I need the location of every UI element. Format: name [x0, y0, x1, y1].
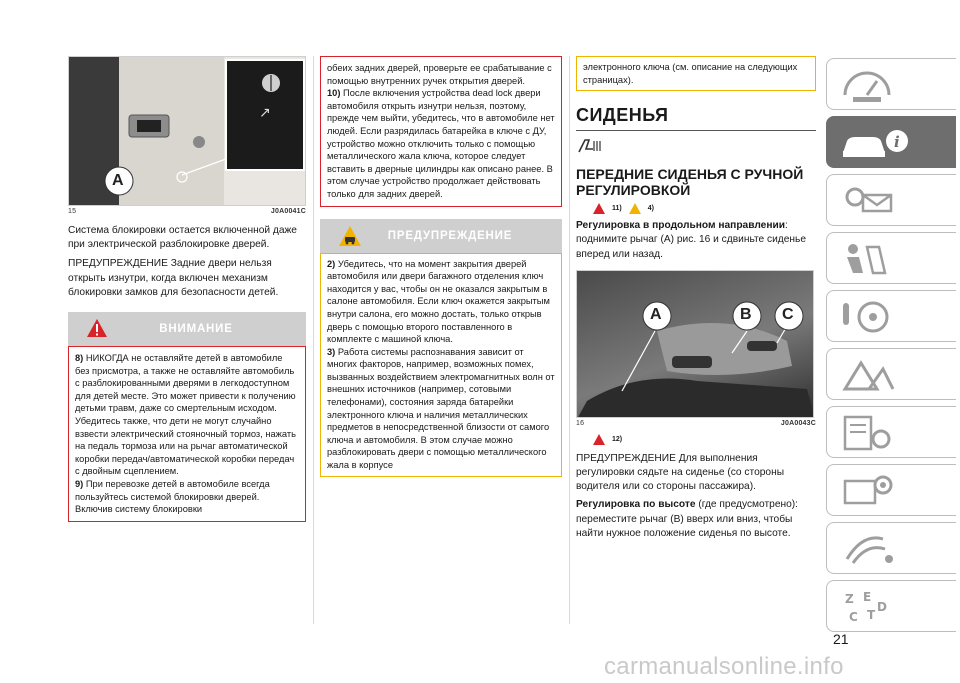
- caution-number-2: 2): [327, 258, 336, 269]
- specs-icon: [839, 471, 899, 511]
- warning-text-8: НИКОГДА не оставляйте детей в автомобиле без присмотра, а также не оставляйте автомобиль с разблокированными дверями в легкодоступном для детей месте. Это может привести к получению детьми травм, даже со смертельным исходом. Убедитесь также, что дети не могут случайно взвести электрический стояночный тормоз, нажать на педаль тормоза или на рычаг автоматической коробки передач/автоматической коробки передач с двойным сцеплением.: [75, 353, 296, 477]
- section-title: СИДЕНЬЯ: [576, 105, 669, 126]
- tab-index[interactable]: [826, 580, 956, 632]
- caution-number-3: 3): [327, 346, 336, 357]
- figure-number: 15: [68, 208, 77, 215]
- figure-15-caption: [68, 208, 306, 215]
- paragraph-child-lock-note: ПРЕДУПРЕЖДЕНИЕ Задние двери нельзя открыть изнутри, когда включен механизм блокировки замков для безопасности детей.: [68, 258, 279, 298]
- column-2: [320, 56, 562, 477]
- paragraph-height: [576, 498, 816, 541]
- svg-text:E: E: [863, 590, 872, 604]
- caution-header: [320, 219, 562, 253]
- paragraph-longitudinal: [576, 219, 816, 262]
- warning-title: ВНИМАНИЕ: [159, 323, 233, 336]
- figure-15-photo: [68, 56, 306, 206]
- warning-box-continued: [320, 56, 562, 207]
- paragraph-seat-warning: ПРЕДУПРЕЖДЕНИЕ Для выполнения регулировки сядьте на сиденье (со стороны водителя или со стороны пассажира).: [576, 452, 785, 493]
- svg-text:i: i: [894, 133, 900, 151]
- subsection-title: ПЕРЕДНИЕ СИДЕНЬЯ С РУЧНОЙ РЕГУЛИРОВКОЙ: [576, 166, 804, 199]
- tab-safety[interactable]: [826, 232, 956, 284]
- figure-code: J0A0041C: [270, 208, 306, 215]
- figure-16-callout-b: B: [740, 305, 752, 323]
- maintenance-icon: [839, 413, 899, 453]
- paragraph-lock: Система блокировки остается включенной даже при электрической разблокировке дверей.: [68, 225, 297, 251]
- danger-triangle-icon: [592, 202, 606, 215]
- multimedia-icon: [839, 529, 899, 569]
- warning-text-10: После включения устройства dead lock двери автомобиля открыть изнутри нельзя, поэтому, прежде чем выйти, убедитесь, что в автомобиле нет людей. Если разрядилась батарейка в ключе с ДУ, устройство можно отключить только с помощью металлического жала ключа, которое следует вставить в дверные цилиндры как описано ранее. В этом случае устройство продолжает действовать только для задних дверей.: [327, 88, 555, 199]
- column-divider: [313, 56, 314, 624]
- svg-text:Z: Z: [845, 592, 854, 606]
- tab-warning-lights[interactable]: [826, 174, 956, 226]
- reference-4: 4): [647, 205, 654, 213]
- warning-number-9: 9): [75, 478, 84, 489]
- svg-text:D: D: [877, 600, 887, 614]
- roadside-icon: [839, 355, 899, 395]
- seat-adjust-icon: [576, 137, 816, 160]
- tab-multimedia[interactable]: [826, 522, 956, 574]
- steering-wheel-icon: [839, 297, 899, 337]
- tab-technical-specs[interactable]: [826, 464, 956, 516]
- svg-text:C: C: [849, 610, 858, 624]
- watermark: carmanualsonline.info: [604, 653, 844, 680]
- warning-text-9: При перевозке детей в автомобиле всегда пользуйтесь системой блокировки дверей. Включив систему блокировки: [75, 478, 270, 515]
- caution-title: ПРЕДУПРЕЖДЕНИЕ: [387, 229, 513, 242]
- caution-car-icon: [338, 225, 362, 252]
- tab-maintenance[interactable]: [826, 406, 956, 458]
- longitudinal-text: : поднимите рычаг (A) рис. 16 и сдвиньте сиденье вперед или назад.: [576, 220, 806, 260]
- caution-text-2: Убедитесь, что на момент закрытия дверей автомобиля или двери багажного отделения ключ находится у вас, чтобы он не оказался закрытым в салоне автомобиля. Если ключ окажется закрытым внутри салона, его можно достать, только открыв дверь с помощью второго поставленного в комплекте с машиной ключа.: [327, 258, 550, 345]
- figure-16-caption: [576, 420, 816, 427]
- danger-triangle-icon: [592, 433, 606, 446]
- dashboard-icon: [839, 65, 895, 105]
- warning-lights-icon: [839, 181, 899, 221]
- seat-illustration: [577, 271, 814, 418]
- tab-car-info[interactable]: [826, 116, 956, 168]
- warning-box: [68, 346, 306, 522]
- svg-text:↗: ↗: [259, 105, 271, 121]
- caution-box-continued: [576, 56, 816, 91]
- figure-16-callout-a: A: [650, 305, 662, 323]
- warning-continued-text: обеих задних дверей, проверьте ее срабатывание с помощью внутренних ручек открытия дверей.: [327, 63, 552, 86]
- caution-continued-text: электронного ключа (см. описание на следующих страницах).: [583, 62, 798, 85]
- caution-text-3: Работа системы распознавания зависит от многих факторов, например, возможных помех, вызванных воздействием электромагнитных волн от внешних источников (например, сотовыми телефонами), состояния заряда батарейки электронного ключа и наличия металлических предметов в непосредственной близости от самого ключа и автомобиля. В этом случае можно разблокировать двери с помощью металлического жала в корпусе: [327, 346, 555, 471]
- car-info-icon: [839, 123, 909, 163]
- figure-number: 16: [576, 419, 585, 427]
- chapter-tabs: [826, 58, 956, 638]
- tab-emergency[interactable]: [826, 348, 956, 400]
- section-rule: [576, 130, 816, 131]
- column-1: [68, 56, 306, 522]
- reference-row-2: [592, 433, 816, 446]
- caution-car-icon: [628, 202, 642, 215]
- tab-dashboard[interactable]: [826, 58, 956, 110]
- warning-header: [68, 312, 306, 346]
- svg-text:T: T: [867, 608, 876, 622]
- column-divider: [569, 56, 570, 624]
- height-text: (где предусмотрено): переместите рычаг (B) вверх или вниз, чтобы найти нужное положение сиденья по высоте.: [576, 499, 799, 539]
- height-label: Регулировка по высоте: [576, 499, 696, 511]
- safety-icon: [839, 239, 899, 279]
- index-icon: [839, 587, 899, 627]
- longitudinal-label: Регулировка в продольном направлении: [576, 220, 786, 232]
- tab-starting-driving[interactable]: [826, 290, 956, 342]
- door-lock-illustration: [69, 57, 306, 206]
- warning-number-10: 10): [327, 88, 341, 99]
- warning-number-8: 8): [75, 353, 84, 364]
- figure-16-callout-c: C: [782, 305, 794, 323]
- page-number: 21: [833, 631, 849, 647]
- reference-12: 12): [612, 435, 623, 443]
- figure-15-callout: A: [112, 172, 124, 189]
- figure-code: J0A0043C: [780, 419, 816, 427]
- figure-16-photo: [576, 270, 814, 418]
- references-row: [592, 202, 816, 215]
- reference-11: 11): [612, 205, 622, 213]
- caution-box: [320, 253, 562, 477]
- column-3: [576, 56, 816, 541]
- danger-triangle-icon: [86, 318, 108, 343]
